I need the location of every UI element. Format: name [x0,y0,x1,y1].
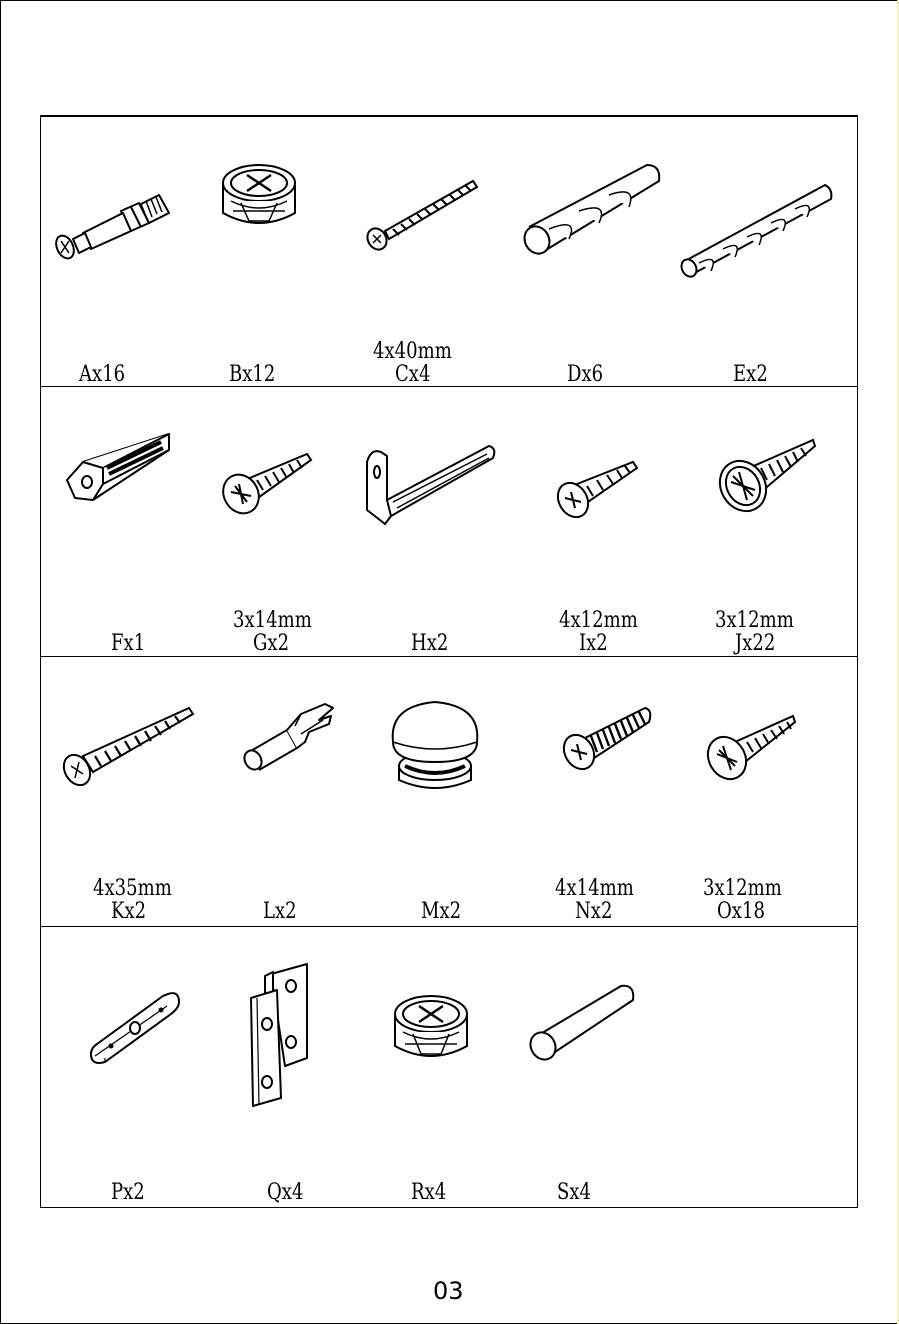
part-n-qty: Nx2 [575,899,613,924]
part-p-qty: Px2 [111,1180,145,1205]
part-h-qty: Hx2 [411,631,449,656]
wood-dowel-icon [519,157,669,257]
page-number: 03 [433,1277,464,1305]
hardware-row-4 [41,926,857,1207]
part-e-qty: Ex2 [733,362,768,387]
short-dowel-icon [523,974,643,1064]
hinge-icon [245,962,315,1102]
part-i-qty: Ix2 [579,631,608,656]
cam-lock-icon [219,161,299,241]
part-k-size: 4x35mm [93,876,172,901]
l-bracket-icon [363,444,503,534]
part-s-qty: Sx4 [557,1180,592,1205]
hardware-row-2 [41,386,857,657]
part-o-size: 3x12mm [703,876,782,901]
screw-3x14-icon [217,450,317,530]
part-q-qty: Qx4 [267,1180,304,1205]
part-g-size: 3x14mm [233,608,312,633]
part-n-size: 4x14mm [555,876,634,901]
part-r-qty: Rx4 [411,1180,447,1205]
part-a-qty: Ax16 [79,362,126,387]
part-c-qty: Cx4 [395,362,431,387]
screw-4x35-icon [59,706,199,796]
screw-4x12-icon [553,458,643,528]
hardware-row-1 [41,117,857,387]
part-b-qty: Bx12 [229,362,276,387]
part-k-qty: Kx2 [111,899,147,924]
part-j-size: 3x12mm [715,608,794,633]
part-g-qty: Gx2 [253,631,290,656]
long-dowel-icon [679,179,839,279]
part-o-qty: Ox18 [717,899,765,924]
screw-3x12-icon [715,438,825,528]
part-j-qty: Jx22 [735,631,776,656]
hardware-grid [40,115,858,1208]
part-l-qty: Lx2 [263,899,297,924]
part-c-size: 4x40mm [373,339,452,364]
connector-plate-icon [87,986,187,1066]
machine-screw-4x14-icon [561,704,661,784]
part-i-size: 4x12mm [559,608,638,633]
hardware-row-3 [41,656,857,927]
cam-lock-r-icon [391,992,471,1072]
magnetic-catch-icon [63,428,173,508]
cabinet-knob-icon [385,696,485,796]
part-f-qty: Fx1 [111,631,146,656]
cam-bolt-icon [51,177,181,277]
wall-anchor-icon [239,700,339,770]
screw-3x12-o-icon [705,714,805,794]
part-d-qty: Dx6 [567,362,604,387]
part-m-qty: Mx2 [421,899,462,924]
screw-4x40-icon [363,177,483,257]
